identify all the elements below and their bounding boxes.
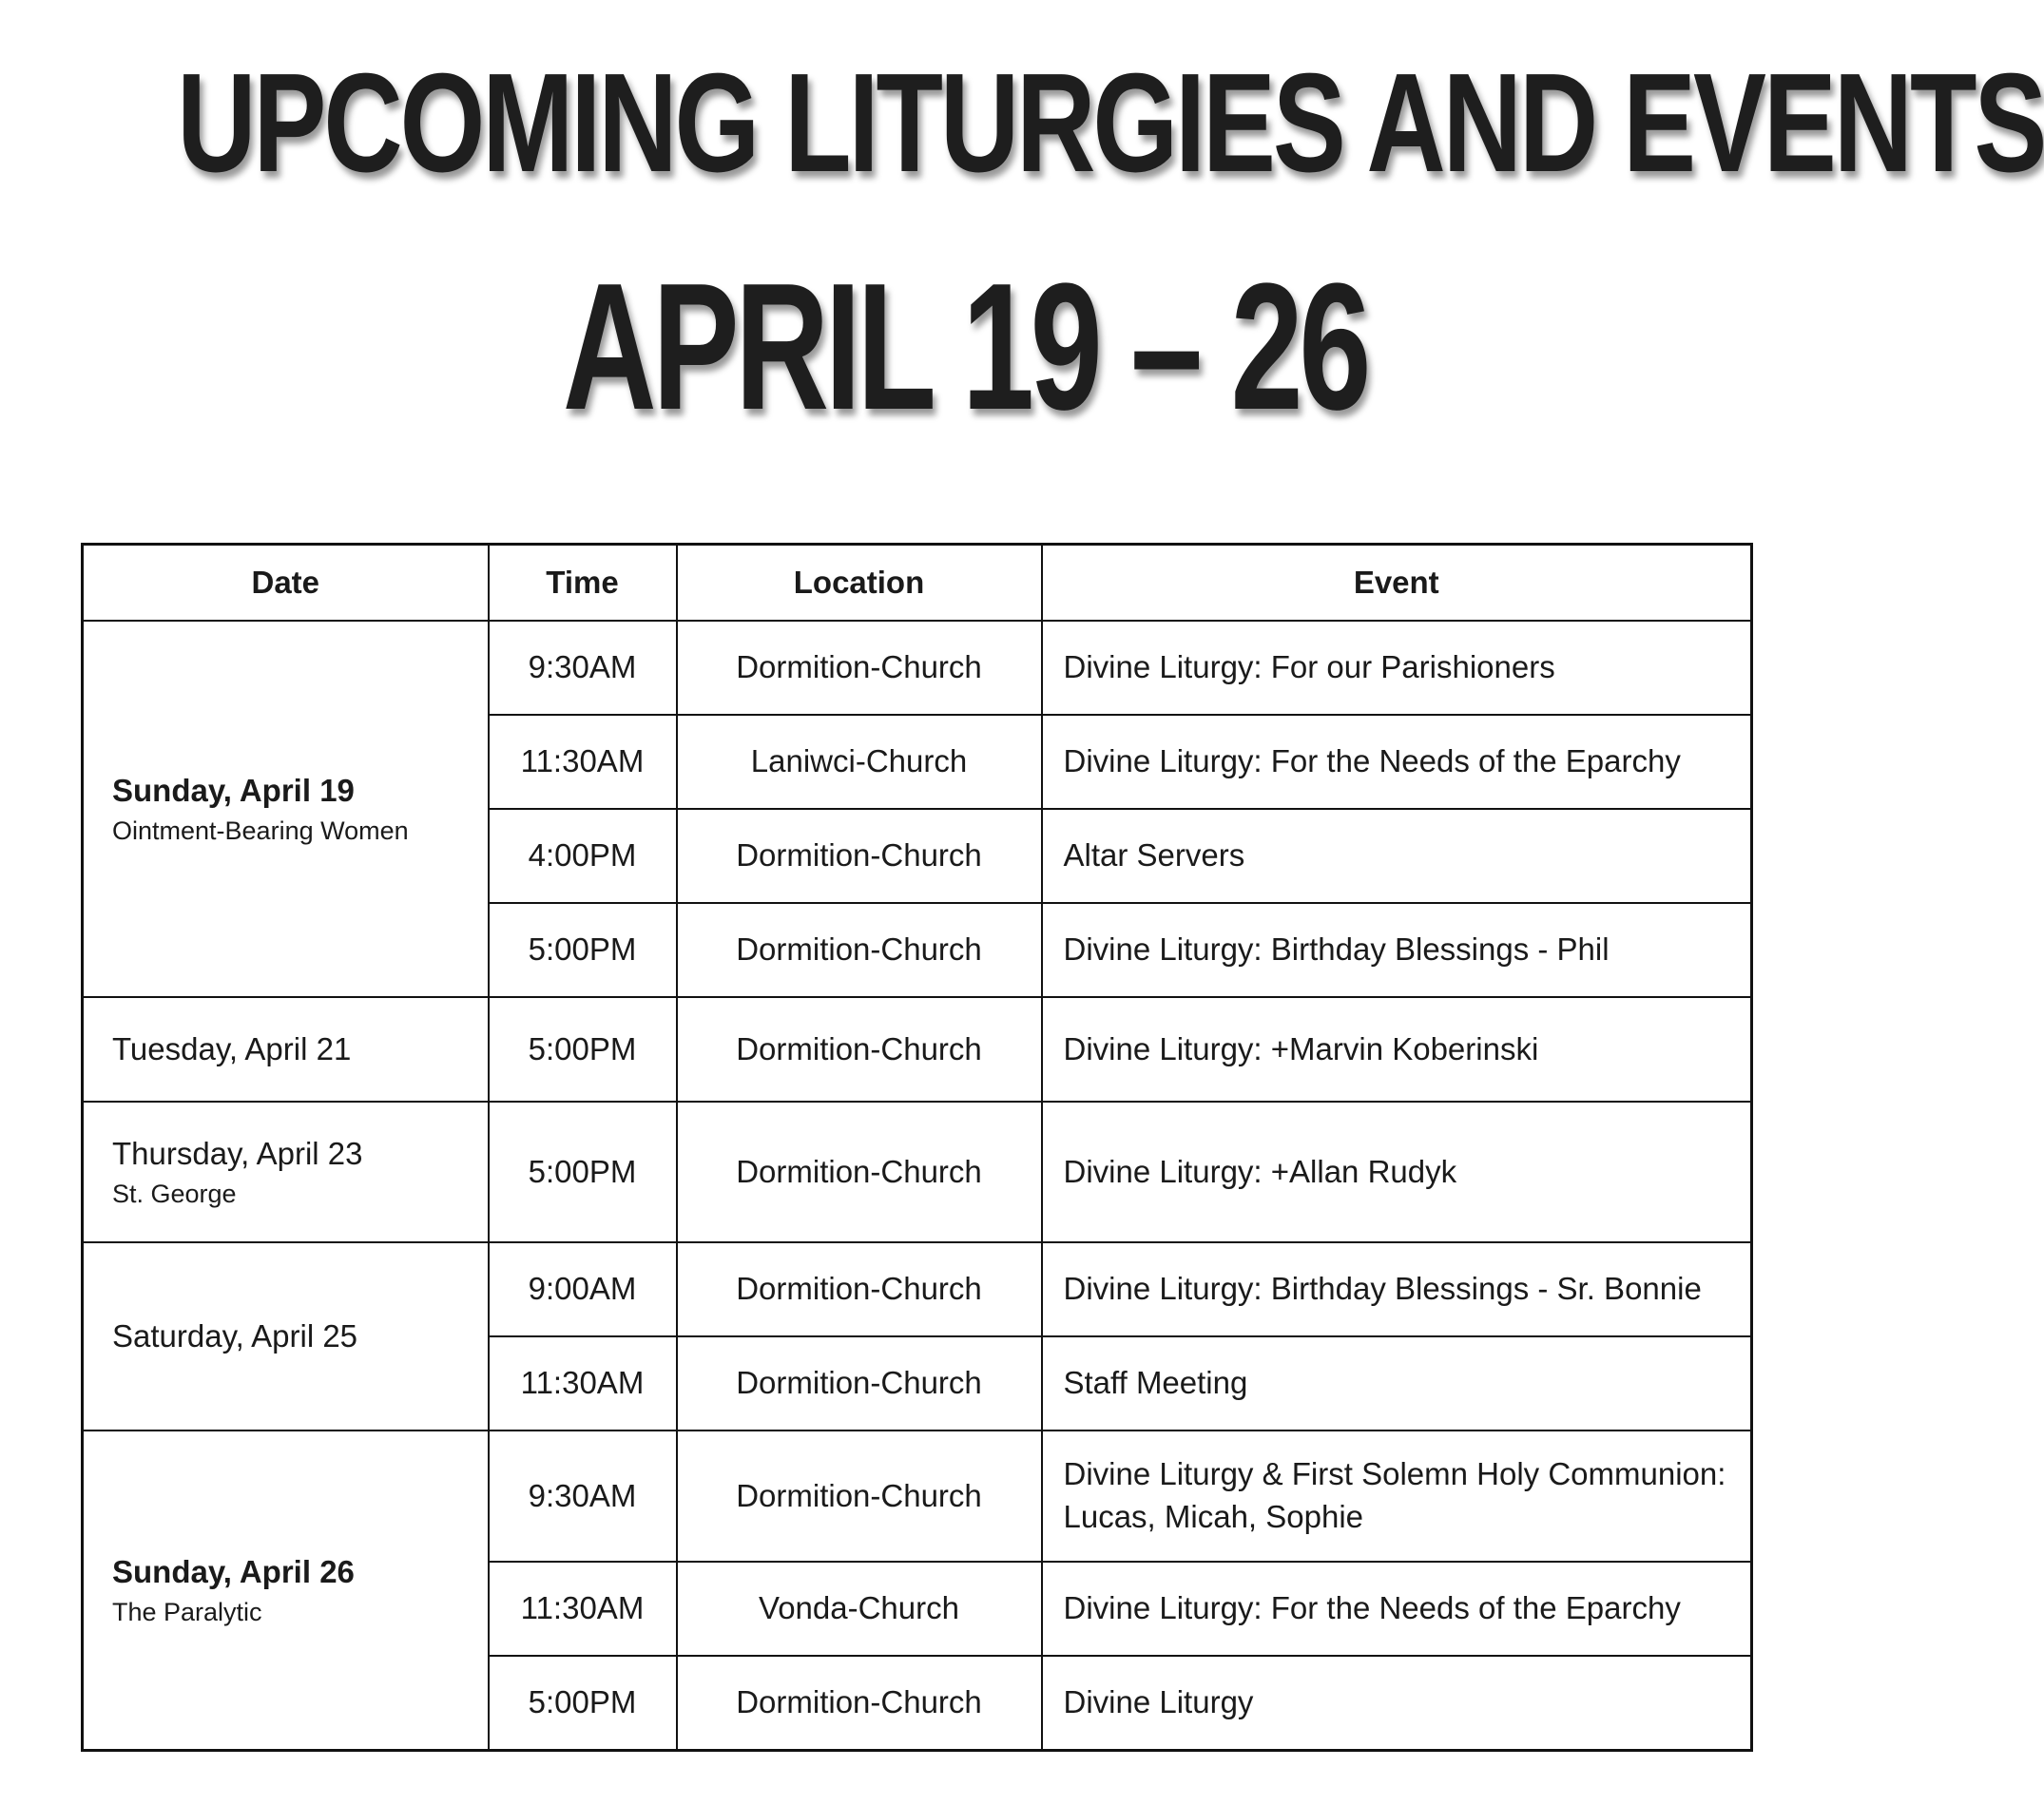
table-row: [83, 1431, 1752, 1562]
column-header-time: Time: [489, 545, 677, 622]
location-cell: Dormition-Church: [677, 903, 1042, 997]
date-cell: [83, 1102, 489, 1242]
time-cell: 9:00AM: [489, 1242, 677, 1336]
location-cell: Dormition-Church: [677, 621, 1042, 715]
event-cell: Divine Liturgy: [1042, 1656, 1752, 1751]
event-cell: Divine Liturgy: For the Needs of the Eparchy: [1042, 1562, 1752, 1656]
location-cell: Laniwci-Church: [677, 715, 1042, 809]
event-cell: Divine Liturgy: Birthday Blessings - Sr. Bonnie: [1042, 1242, 1752, 1336]
page-title: UPCOMING LITURGIES AND EVENTS: [177, 45, 2044, 202]
event-cell: Divine Liturgy: Birthday Blessings - Phil: [1042, 903, 1752, 997]
location-cell: Dormition-Church: [677, 997, 1042, 1102]
date-cell: [83, 621, 489, 997]
column-header-date: Date: [83, 545, 489, 622]
table-row: [83, 621, 1752, 715]
time-cell: 9:30AM: [489, 621, 677, 715]
time-cell: 11:30AM: [489, 715, 677, 809]
date-cell: [83, 1431, 489, 1751]
event-cell: Divine Liturgy: +Marvin Koberinski: [1042, 997, 1752, 1102]
location-cell: Vonda-Church: [677, 1562, 1042, 1656]
date-label: Thursday, April 23: [112, 1135, 363, 1171]
date-range-heading: APRIL 19 – 26: [562, 246, 1368, 448]
location-cell: Dormition-Church: [677, 1431, 1042, 1562]
date-feast-label: St. George: [112, 1180, 237, 1209]
date-cell: [83, 997, 489, 1102]
date-label: Tuesday, April 21: [112, 1030, 352, 1066]
date-label: Sunday, April 26: [112, 1553, 355, 1589]
event-cell: Divine Liturgy: For our Parishioners: [1042, 621, 1752, 715]
schedule-table: [81, 543, 1753, 1752]
column-header-location: Location: [677, 545, 1042, 622]
time-cell: 5:00PM: [489, 1656, 677, 1751]
table-row: [83, 997, 1752, 1102]
event-cell: Altar Servers: [1042, 809, 1752, 903]
column-header-event: Event: [1042, 545, 1752, 622]
date-feast-label: The Paralytic: [112, 1598, 262, 1627]
event-cell: Staff Meeting: [1042, 1336, 1752, 1431]
date-label: Saturday, April 25: [112, 1317, 358, 1354]
time-cell: 11:30AM: [489, 1562, 677, 1656]
time-cell: 5:00PM: [489, 903, 677, 997]
location-cell: Dormition-Church: [677, 1336, 1042, 1431]
event-cell: Divine Liturgy & First Solemn Holy Communion: Lucas, Micah, Sophie: [1042, 1431, 1752, 1562]
table-header-row: [83, 545, 1752, 622]
location-cell: Dormition-Church: [677, 1102, 1042, 1242]
table-row: [83, 1102, 1752, 1242]
location-cell: Dormition-Church: [677, 809, 1042, 903]
time-cell: 9:30AM: [489, 1431, 677, 1562]
time-cell: 4:00PM: [489, 809, 677, 903]
event-cell: Divine Liturgy: For the Needs of the Eparchy: [1042, 715, 1752, 809]
time-cell: 11:30AM: [489, 1336, 677, 1431]
date-label: Sunday, April 19: [112, 772, 355, 808]
location-cell: Dormition-Church: [677, 1242, 1042, 1336]
location-cell: Dormition-Church: [677, 1656, 1042, 1751]
time-cell: 5:00PM: [489, 997, 677, 1102]
event-cell: Divine Liturgy: +Allan Rudyk: [1042, 1102, 1752, 1242]
time-cell: 5:00PM: [489, 1102, 677, 1242]
table-row: [83, 1242, 1752, 1336]
date-feast-label: Ointment-Bearing Women: [112, 816, 409, 846]
date-cell: [83, 1242, 489, 1431]
